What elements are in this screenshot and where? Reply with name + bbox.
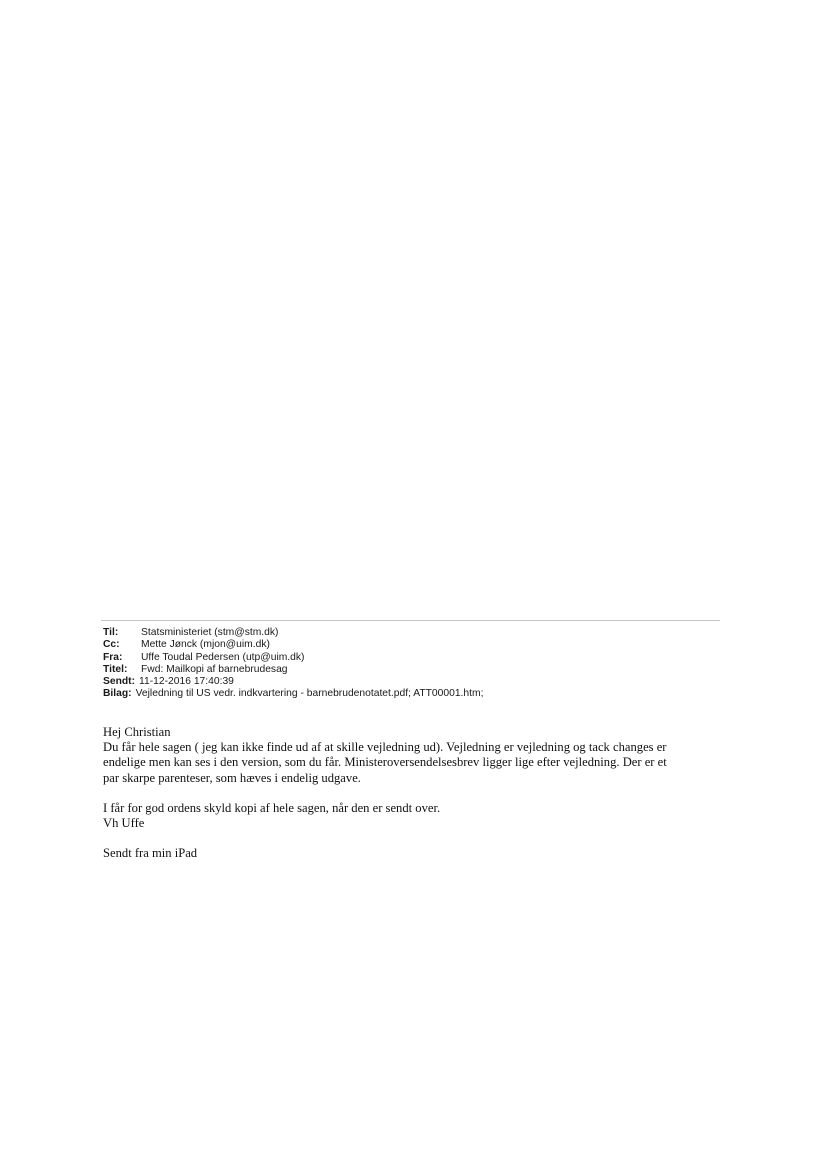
paragraph-gap [103,786,721,801]
paragraph-gap [103,831,721,846]
sent-label: Sendt: [103,676,136,688]
body-paragraph-2: I får for god ordens skyld kopi af hele sagen, når den er sendt over. [103,800,441,815]
attachments-row [103,688,743,700]
signoff: Vh Uffe [103,816,145,831]
subject-value: Fwd: Mailkopi af barnebrudesag [141,663,288,675]
body-paragraph-1-line-1: Du får hele sagen ( jeg kan ikke finde ud af at skille vejledning ud). Vejledning er vejledning og tack changes er [103,740,667,755]
email-header [103,627,743,701]
to-value: Statsministeriet (stm@stm.dk) [141,627,279,638]
body-paragraph-1-line-3: par skarpe parenteser, som hæves i endelig udgave. [103,770,361,785]
subject-label: Titel: [103,663,128,675]
sent-from-footer: Sendt fra min iPad [103,846,198,861]
to-row [103,627,743,639]
email-body [103,725,721,861]
attachments-value: Vejledning til US vedr. indkvartering - barnebrudenotatet.pdf; ATT00001.htm; [135,688,484,700]
body-paragraph-1-line-2: endelige men kan ses i den version, som du får. Ministeroversendelsesbrev ligger lige efter vejledning. Der er et [103,755,667,770]
sent-value: 11-12-2016 17:40:39 [139,676,234,688]
subject-row [103,664,743,676]
cc-value: Mette Jønck (mjon@uim.dk) [141,639,270,651]
sent-row [103,676,743,688]
header-divider [101,620,720,621]
cc-row [103,639,743,651]
from-label: Fra: [103,651,123,663]
from-row [103,652,743,664]
to-label: Til: [103,627,119,638]
from-value: Uffe Toudal Pedersen (utp@uim.dk) [141,651,305,663]
greeting: Hej Christian [103,725,171,739]
attachments-label: Bilag: [103,688,132,700]
cc-label: Cc: [103,639,120,651]
